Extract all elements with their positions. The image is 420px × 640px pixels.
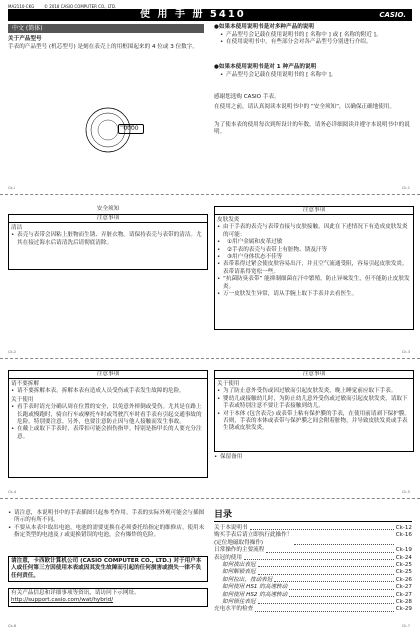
divider xyxy=(0,358,420,359)
toc-entry-page: Ck-27 xyxy=(395,591,412,598)
toc-entry-label: 关于本说明书 xyxy=(214,525,248,531)
page-number: Ck-i xyxy=(8,186,15,190)
page-number: Ck-3 xyxy=(401,350,410,354)
multi-product-list xyxy=(220,32,412,47)
toc-entry[interactable] xyxy=(214,606,412,613)
list-item: • 万一皮肤发生异常，请从手腕上取下手表并去看医生。 xyxy=(217,291,411,298)
page-number: Ck-5 xyxy=(401,490,410,494)
toc-entry-page: Ck-28 xyxy=(395,599,412,606)
toc-leader xyxy=(289,592,393,597)
list-item: • 表带系得过紧会使皮肤容易出汗，并且空气流通受阻，容易引起皮肤发炎。表带请系得宽松一些。 xyxy=(217,261,411,276)
toc-entry[interactable] xyxy=(214,532,412,547)
toc-leader xyxy=(255,606,394,611)
list-item: • 产品型号会记载在使用说明书的 [ 名称中 ] 或 [ 名称的附近 ]。 xyxy=(220,32,412,39)
toc-entry-label: 如何解锁表冠 xyxy=(222,569,256,576)
watch-back-illustration xyxy=(80,102,170,172)
model-number-callout: 0000 xyxy=(118,124,144,134)
toc-entry-page: Ck-25 xyxy=(395,569,412,576)
list-item: • ③用户身体状态不佳等 xyxy=(217,254,411,261)
page-number: Ck-4 xyxy=(8,490,17,494)
toc-entry-page: Ck-24 xyxy=(395,554,412,561)
toc-entry-label: 日常操作的主要流程 xyxy=(214,547,265,554)
list-item: • “抗菌防臭表带” 能抑制细菌在汗中繁殖，防止异味发生，但不能防止皮肤发炎。 xyxy=(217,276,411,291)
caution-header: 注意事项 xyxy=(9,215,207,223)
toc-leader xyxy=(244,555,394,560)
toc-entry-page: Ck-19 xyxy=(395,547,412,554)
multi-product-heading: ●如果本使用说明书是对多种产品的说明 xyxy=(214,24,314,30)
caution-box xyxy=(8,214,208,270)
toc-leader xyxy=(274,577,393,582)
toc-leader xyxy=(258,599,394,604)
list-item: • ①用户金属和皮革过敏 xyxy=(217,239,411,246)
intro-paragraph-2: 为了使本表的使用每次到所设计的年数，请务必详细阅读并遵守本说明书中的说明。 xyxy=(214,122,410,136)
list-item: • 对于本体 (包含表壳) 或表带上粘有保护膜的手表，在使用前请剥下保护膜。否则，手表的本体或表带与保护膜之间会附着脏物，并导致皮肤发炎或手表生锈或皮肤发炎。 xyxy=(217,411,411,433)
page-number: Ck-1 xyxy=(401,186,410,190)
toc-leader xyxy=(258,569,394,574)
intro-paragraph-1: 在使用之前，请认真阅读本说明书中的 “安全须知”，以确保正确地使用。 xyxy=(214,104,395,110)
caution-header: 注意事项 xyxy=(9,371,207,379)
support-link[interactable]: http://support.casio.com/wat/hybrid/ xyxy=(11,597,114,604)
copyright: © 2018 CASIO COMPUTER CO., LTD. xyxy=(44,4,117,9)
thanks-text: 感谢您选购 CASIO 手表。 xyxy=(214,94,280,100)
list-item: • 不要从本表中取出电池。电池的需要更换在必须委托给指定的维修店。使用未指定类型的电池及 / 或更换错误的电池，会有爆炸的危险。 xyxy=(8,525,208,540)
no-disassembly-list xyxy=(9,388,207,395)
skin-irritation-list xyxy=(215,224,413,298)
list-item: • 请注意，本说明书中的手表插图只起参考作用。手表的实际外观可能会与插图所示的有所不同。 xyxy=(8,510,208,525)
page-number: Ck-2 xyxy=(8,350,17,354)
product-model-text: 手表的产品型号 (机芯型号) 是刻在表壳上的用框围起来的 4 位或 3 位数字。 xyxy=(8,44,198,50)
toc-entry[interactable] xyxy=(214,592,412,599)
toc-leader xyxy=(289,584,393,589)
safety-title: 安全须知 xyxy=(96,206,120,212)
support-box xyxy=(8,588,208,607)
toc-title: 目录 xyxy=(214,510,412,522)
product-model-heading: 关于产品型号 xyxy=(8,36,42,42)
toc-leader xyxy=(258,562,394,567)
toc-entry[interactable] xyxy=(214,555,412,562)
divider xyxy=(0,498,420,499)
page-number: Ck-7 xyxy=(401,624,410,628)
page-number: Ck-6 xyxy=(8,624,17,628)
toc-entry-label: 如何锁住表冠 xyxy=(222,599,256,606)
toc-entry-page: Ck-25 xyxy=(395,562,412,569)
manual-title: 使 用 手 册 5410 xyxy=(140,9,246,20)
cleaning-heading: 清洁 xyxy=(11,225,23,231)
toc-entry-page: Ck-12 xyxy=(395,525,412,531)
caution-header: 注意事项 xyxy=(215,371,413,379)
list-item: • 表壳与表带会因粘上脏物而生锈、弄脏衣物。请保持表壳与表带的清洁。尤其在接过海水后请清洗后请彻底清除。 xyxy=(11,232,205,247)
list-item: • 为了防止意外受伤或因过敏而引起皮肤发炎，晚上睡觉前应取下手表。 xyxy=(217,388,411,395)
toc-list xyxy=(214,525,412,614)
usage-heading: 关于使用 xyxy=(217,381,240,387)
toc-entry[interactable] xyxy=(214,569,412,576)
keep-note xyxy=(214,454,412,461)
model-code: MA2110-CKG xyxy=(8,4,35,9)
toc-entry[interactable] xyxy=(214,547,412,554)
list-item: • 保留备用 xyxy=(214,454,412,461)
language-bar: 中文 (简体) xyxy=(8,24,204,33)
toc-entry-page: Ck-27 xyxy=(395,584,412,591)
toc-entry-label: 如何拉出，按动表冠 xyxy=(222,576,273,583)
list-item: • 在使用说明书中，有些部分会对各产品型号分别进行介绍。 xyxy=(220,39,412,46)
toc-entry-page: Ck-29 xyxy=(395,606,412,613)
caution-box xyxy=(214,206,414,330)
divider xyxy=(0,194,420,195)
casio-logo: CASIO. xyxy=(379,11,406,19)
title-bar xyxy=(8,9,412,21)
single-product-list xyxy=(220,72,412,79)
caution-box xyxy=(214,370,414,452)
list-item: • 在戴上或取下手表时，表带扣可能会损伤指甲。特别是指甲长的人要充分注意。 xyxy=(11,426,205,441)
toc-entry[interactable] xyxy=(214,584,412,591)
notice-list xyxy=(8,510,208,540)
caution-header: 注意事项 xyxy=(215,207,413,215)
toc-leader xyxy=(250,525,394,530)
disclaimer-box: 请注意，卡西欧计算机公司 (CASIO COMPUTER CO., LTD.) 对于用户本人或任何第三方因使用本表或因其发生故障而引起的任何损害或损失一律不负任何责任。 xyxy=(8,556,208,582)
single-product-heading: ●如果本使用说明书是对 1 种产品的说明 xyxy=(214,64,317,70)
toc-entry-label: 如何使用 HS2 的高速转动 xyxy=(222,591,288,598)
usage-list xyxy=(215,388,413,432)
support-label: 有关产品信息和详细事项等资讯，请访问下示网址。 xyxy=(11,590,140,596)
list-item: • 婴幼儿或接触幼儿时，为防止幼儿意外受伤或过敏而引起皮肤发炎，请取下手表或特别注意不要让手表接触到幼儿。 xyxy=(217,396,411,411)
list-item: • 产品型号会记载在使用说明书的 [ 名称中 ]。 xyxy=(220,72,412,79)
toc-entry-label: 表冠的使用 xyxy=(214,554,242,561)
toc-entry-page: Ck-26 xyxy=(395,576,412,583)
toc-entry-label: 购买手表后请立即执行此操作！ (定位地磁取得操作) xyxy=(214,532,293,546)
list-item: • 请不要拆解本表。拆解本表有造成人员受伤或手表发生故障的危险。 xyxy=(11,388,205,395)
cleaning-list xyxy=(9,232,207,247)
toc-leader xyxy=(266,547,393,552)
toc-entry-label: 充电水平的检查 xyxy=(214,606,254,613)
toc-entry-label: 如何拔出表冠 xyxy=(222,562,256,569)
caution-box xyxy=(8,370,208,478)
usage-heading: 关于使用 xyxy=(11,396,34,403)
list-item: • ②手表的表壳与表带上有脏物、锈及汗等 xyxy=(217,247,411,254)
toc-entry-label: 如何使用 HS1 的高速转动 xyxy=(222,584,288,591)
toc-leader xyxy=(294,532,393,545)
skin-irritation-heading: 皮肤发炎 xyxy=(217,217,240,223)
table-of-contents xyxy=(214,510,412,614)
list-item: • 由于手表的表壳与表带直接与皮肤接触，因此在下述情况下有造成皮肤发炎的可能： xyxy=(217,224,411,239)
usage-list xyxy=(9,404,207,441)
toc-entry-page: Ck-16 xyxy=(395,532,412,539)
no-disassembly-heading: 请不要拆解 xyxy=(11,381,39,387)
list-item: • 看手表时请充分确认周在位置的安全，以免意外摔倒或受伤。尤其是在路上长跑或慢跑时，骑自行车或摩托车时或驾驶汽车时看手表有引起交通事故的危险。特别要注意。另外，也要注意防止因与他人接触而发生事故。 xyxy=(11,404,205,426)
